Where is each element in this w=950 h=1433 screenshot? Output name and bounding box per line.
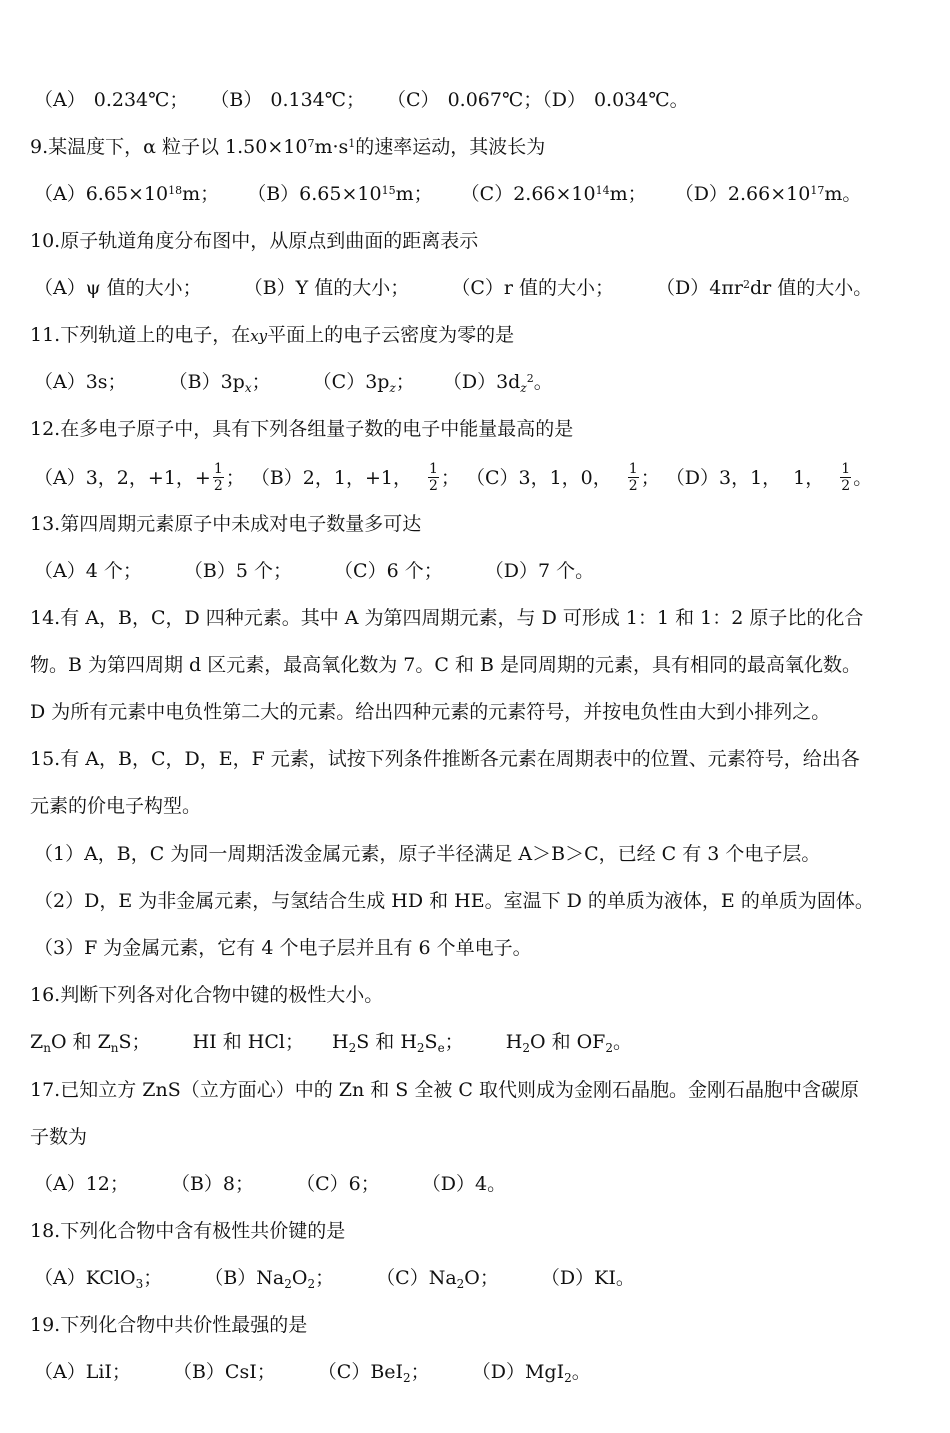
q18-option-a: （A）KClO$_3$；	[34, 1267, 163, 1291]
q10-stem: 10.原子轨道角度分布图中，从原点到曲面的距离表示	[30, 230, 479, 252]
q9-option-d: $(D)2.66\times 10^{17}m$。	[674, 183, 862, 205]
q8-option-d: 0.034℃。	[593, 89, 689, 111]
q10-option-d: $(D)4\pi r^2dr$ 值的大小。	[656, 277, 873, 299]
q13-option-a: （A）4 个；	[34, 560, 142, 582]
q12-option-a: （A）3，2，+1，+ $\frac{1}{2}$ ；	[34, 460, 245, 494]
q11-option-d: $(D)3d_z^2$。	[442, 371, 553, 395]
q16-pair-1: $Z_nO$ 和 $Z_nS$；	[30, 1031, 151, 1055]
fraction-half: $\frac{1}{2}$	[628, 460, 638, 494]
q18-option-b: $(B)Na_2O_2$；	[204, 1267, 335, 1291]
q14-line-3: D 为所有元素中电负性第二大的元素。给出四种元素的元素符号，并按电负性由大到小排列之。	[30, 701, 831, 723]
fraction-half: $\frac{1}{2}$	[428, 460, 438, 494]
q12-option-d: （D）3，1， 1， $\frac{1}{2}$ 。	[665, 460, 873, 494]
q8-option-d-label: （D）	[542, 89, 586, 111]
q9-option-c: $(C)2.66\times 10^{14}m$；	[460, 183, 647, 205]
q16-pair-2: HI 和 HCl；	[192, 1031, 304, 1053]
q15-condition-1: （1）A，B，C 为同一周期活泼金属元素，原子半径满足 A＞B＞C，已经 C 有 3 个电子层。	[34, 843, 821, 865]
q8-option-c: 0.067℃；	[447, 89, 543, 111]
q15-condition-2: （2）D，E 为非金属元素，与氢结合生成 HD 和 HE。室温下 D 的单质为液体，E 的单质为固体。	[34, 890, 874, 912]
q16-pair-3: $H_2S$ 和 $H_2S_e$；	[332, 1031, 464, 1055]
fraction-half: $\frac{1}{2}$	[213, 460, 223, 494]
q18-options	[34, 1261, 929, 1295]
q16-pairs	[30, 1025, 925, 1059]
q14-line-2: 物。B 为第四周期 d 区元素，最高氧化数为 7。C 和 B 是同周期的元素，具有相同的最高氧化数。	[30, 654, 861, 676]
q10-option-a: （A）ψ 值的大小；	[34, 277, 202, 299]
q11-option-b: $(B)3p_x$；	[168, 371, 271, 395]
q13-option-b: （B）5 个；	[183, 560, 292, 582]
q19-option-c: （C）BeI$_2$；	[317, 1361, 430, 1385]
fraction-half: $\frac{1}{2}$	[841, 460, 851, 494]
q18-option-d: （D）KI。	[540, 1267, 635, 1289]
q9-option-b: $(B)6.65\times 10^{15}m$；	[247, 183, 433, 205]
q19-options	[34, 1355, 929, 1389]
q8-option-c-label: （C）	[387, 89, 440, 111]
q19-option-b: （B）CsI；	[172, 1361, 276, 1383]
q17-line-1: 17.已知立方 ZnS（立方面心）中的 Zn 和 S 全被 C 取代则成为金刚石晶胞。金刚石晶胞中含碳原	[30, 1079, 859, 1101]
q9-option-a: $(A)6.65\times 10^{18}m$；	[34, 183, 220, 205]
q9-stem: 9.某温度下，α 粒子以 $1.50\times 10^7m\cdot s^1$的速率运动，其波长为	[30, 136, 546, 158]
q11-stem: 11.下列轨道上的电子，在xy平面上的电子云密度为零的是	[30, 324, 515, 346]
q17-option-c: （C）6；	[296, 1173, 380, 1195]
q8-option-a-label: （A）	[34, 89, 86, 111]
q14-line-1: 14.有 A，B，C，D 四种元素。其中 A 为第四周期元素，与 D 可形成 1：1 和 1：2 原子比的化合	[30, 607, 864, 629]
q15-condition-3: （3）F 为金属元素，它有 4 个电子层并且有 6 个单电子。	[34, 937, 532, 959]
q12-stem: 12.在多电子原子中，具有下列各组量子数的电子中能量最高的是	[30, 418, 574, 440]
q19-option-a: （A）LiI；	[34, 1361, 131, 1383]
q19-option-d: （D）MgI$_2$。	[471, 1361, 591, 1385]
q10-option-b: （B）Y 值的大小；	[243, 277, 410, 299]
q8-option-b-label: （B）	[210, 89, 263, 111]
q12-options	[34, 457, 929, 499]
q8-option-a: 0.234℃；	[93, 89, 189, 111]
q13-options	[34, 554, 929, 588]
q17-option-b: （B）8；	[170, 1173, 255, 1195]
q17-option-a: （A）12；	[34, 1173, 129, 1195]
q17-options	[34, 1167, 929, 1201]
q11-option-c: $(C)3p_z$；	[312, 371, 415, 395]
q10-option-c: （C）r 值的大小；	[451, 277, 614, 299]
q12-option-b: （B）2，1，+1， $\frac{1}{2}$ ；	[250, 460, 460, 494]
q18-stem: 18.下列化合物中含有极性共价键的是	[30, 1220, 346, 1242]
q13-stem: 13.第四周期元素原子中未成对电子数量多可达	[30, 513, 422, 535]
q13-option-d: （D）7 个。	[484, 560, 595, 582]
q9-options	[34, 177, 929, 211]
q16-pair-4: $H_2O$ 和 $OF_2$。	[505, 1031, 633, 1055]
q16-stem: 16.判断下列各对化合物中键的极性大小。	[30, 984, 384, 1006]
q17-option-d: （D）4。	[421, 1173, 507, 1195]
q8-options	[34, 83, 929, 117]
q10-options	[34, 271, 929, 305]
q12-option-c: （C）3，1，0， $\frac{1}{2}$ ；	[465, 460, 660, 494]
q15-line-2: 元素的价电子构型。	[30, 795, 202, 817]
q18-option-c: $(C)Na_2O$；	[376, 1267, 499, 1291]
q17-line-2: 子数为	[30, 1126, 88, 1148]
q19-stem: 19.下列化合物中共价性最强的是	[30, 1314, 308, 1336]
q11-option-a: （A）3s；	[34, 371, 127, 393]
q15-line-1: 15.有 A，B，C，D，E，F 元素，试按下列条件推断各元素在周期表中的位置、元素符号，给出各	[30, 748, 860, 770]
q13-option-c: （C）6 个；	[334, 560, 443, 582]
q11-options	[34, 365, 929, 399]
q8-option-b: 0.134℃；	[270, 89, 366, 111]
